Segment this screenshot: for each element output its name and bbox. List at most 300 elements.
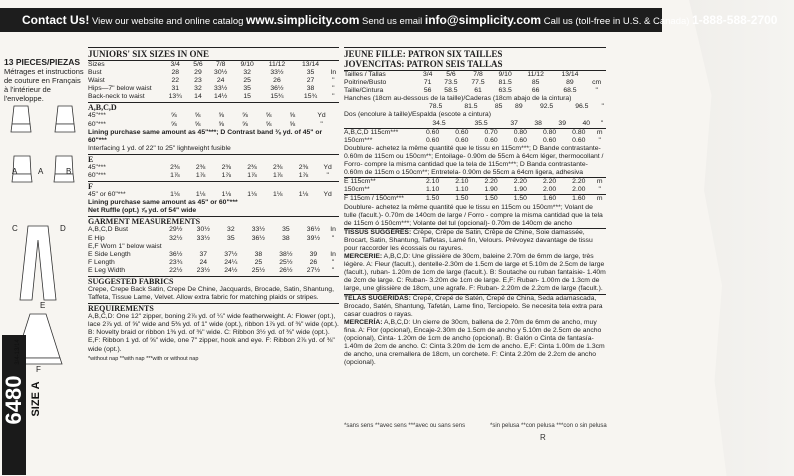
net-ruffle-note: Net Ruffle (opt.) ⅞ yd. of 54" wide (88, 207, 197, 215)
table-cell: 35.5 (474, 119, 488, 127)
table-cell: 14 (194, 93, 202, 101)
table-cell: 45" or 60"*** (88, 191, 126, 199)
table-row (344, 137, 606, 145)
table-cell: " (598, 136, 601, 144)
table-cell: 2.10 (426, 178, 440, 186)
table-cell: E Leg Width (88, 266, 126, 274)
table-cell: 1⅞ (273, 172, 283, 180)
table-cell: 26 (273, 77, 281, 85)
pattern-number: 6480 (1, 375, 26, 425)
garment-heading: GARMENT MEASUREMENTS (88, 216, 339, 226)
table-cell: 89 (515, 103, 523, 111)
table-row (344, 71, 606, 79)
table-cell: 38 (534, 119, 542, 127)
table-cell: 36½ (251, 234, 265, 242)
f-yardage (88, 191, 339, 199)
table-cell (217, 243, 245, 251)
table-row (88, 267, 339, 275)
website-link[interactable]: www.simplicity.com (246, 13, 360, 27)
table-cell: 5/6 (193, 61, 203, 68)
table-cell: 9/10 (498, 71, 512, 78)
table-cell: 61 (474, 87, 482, 95)
table-cell: In (330, 250, 336, 258)
mercerie-heading: MERCERIE: (344, 253, 383, 261)
table-cell: 14½ (214, 93, 228, 101)
table-cell: 1⅛ (247, 191, 257, 199)
french-title-text: JEUNE FILLE: PATRON SIX TAILLES (344, 49, 503, 59)
table-cell: " (601, 103, 604, 111)
table-cell: 1⅛ (221, 191, 232, 199)
table-row (344, 178, 606, 187)
table-cell: 27½ (306, 266, 321, 274)
table-cell: 78.5 (429, 103, 443, 111)
figure-a-front (11, 106, 31, 132)
spanish-footnote: *sin pelusa **con pelusa ***con o sin pelusa (490, 423, 607, 429)
table-cell: 2⅜ (195, 163, 206, 171)
table-row (344, 128, 606, 137)
doublure-note-2: Doublure- achetez la même quantité que le tissu en 115cm ou 150cm***; Volant de tulle (facult.)- 0.70m de 140cm de large / Forro - compre la misma cantidad que la tela de 115cm ó 150cm***; Volante del tul (opcional)- 0.70m de 140cm de ancho (344, 203, 603, 227)
label-d: D (60, 224, 66, 233)
table-cell: 7/8 (473, 71, 483, 78)
label-f: F (36, 365, 41, 374)
table-cell: 30½ (196, 226, 210, 234)
table-cell: 35 (306, 69, 315, 77)
table-cell: 0.60 (572, 136, 586, 144)
table-cell: 1⅞ (221, 172, 232, 180)
table-cell: 24 (199, 258, 208, 266)
table-cell: 2⅜ (247, 163, 257, 171)
table-cell: 1.60 (542, 195, 557, 203)
pieces-note: Métrages et instructions de couture en Français à l'intérieur de l'enveloppe. (4, 67, 84, 103)
table-cell: 81.5 (464, 103, 478, 111)
juniors-title: JUNIORS' SIX SIZES IN ONE (88, 47, 339, 61)
table-cell: 81.5 (498, 79, 512, 87)
table-cell: Poitrine/Busto (344, 79, 387, 87)
french-title (344, 47, 606, 70)
table-cell: 73.5 (444, 79, 458, 87)
table-cell: 11/12 (527, 71, 544, 78)
table-cell: 0.60 (542, 136, 557, 144)
table-row (344, 103, 606, 111)
table-cell: 39 (558, 119, 566, 127)
table-row (88, 172, 339, 180)
table-cell: Hips—7" below waist (88, 85, 152, 93)
table-cell: 26½ (279, 266, 293, 274)
pieces-info (4, 58, 86, 103)
e-yardage (88, 164, 339, 180)
table-cell: 37 (510, 119, 518, 127)
table-row (88, 164, 339, 172)
table-cell: 38½ (279, 250, 293, 258)
abcd-yardage (88, 112, 339, 128)
size-block (15, 335, 42, 475)
table-cell: 33½ (270, 69, 284, 77)
table-row (344, 120, 606, 128)
table-cell (587, 71, 606, 79)
torn-edge (644, 0, 794, 476)
table-cell: E Hip (88, 234, 105, 242)
table-cell: 22½ (169, 266, 183, 274)
table-cell (344, 120, 418, 128)
figure-e-pants (20, 226, 56, 300)
table-cell: 33½ (251, 226, 265, 234)
table-cell: ⅝ (265, 120, 272, 128)
table-cell: " (331, 234, 335, 242)
table-cell: 2⅜ (298, 163, 309, 171)
table-cell: 23 (194, 77, 202, 85)
table-cell: Taille/Cintura (344, 87, 384, 95)
table-cell: 71 (423, 79, 432, 87)
table-cell: 39½ (306, 234, 321, 242)
table-cell (300, 243, 328, 251)
abcd-heading: A,B,C,D (88, 102, 339, 112)
table-cell: 27 (306, 77, 315, 85)
table-cell: 37 (199, 250, 208, 258)
table-cell: m (596, 178, 603, 186)
table-cell: 26 (309, 258, 318, 266)
table-cell: 1.90 (513, 186, 527, 194)
table-cell: 1⅞ (247, 172, 257, 180)
table-cell: 32 (243, 69, 251, 77)
table-cell: ⅝ (171, 112, 177, 120)
table-cell: ⅝ (218, 112, 225, 120)
table-cell: " (331, 266, 335, 274)
metric-e (344, 177, 606, 194)
table-row (88, 235, 339, 243)
mercerie-text: A,B,C,D: Une glissière de 30cm, baleine 2.70m de 6mm de large, très légère. A: Fleur (facult.), dentelle-2.30m de 1.5cm de large et 5.10m de 2.5cm de large (facult.), ruban- 1.20m de 1cm de large (facult.). B: Soutache ou ruban fantaisie- 1.40m de 2cm de large. C: Ruban- 3.20m de 1cm de large. E,F: Ruban- 1.00m de 1.3cm de large, une glissière de 18cm, une agrafe. F: Ruban- 2.20m de 2.2cm de large (facult.). (344, 253, 606, 293)
table-cell: 1.50 (455, 195, 469, 203)
table-cell: 45"*** (88, 112, 106, 120)
table-cell: 92.5 (539, 103, 554, 111)
table-cell: 40 (582, 119, 591, 127)
table-cell: 36½ (306, 226, 321, 234)
table-cell: 1.90 (484, 186, 498, 194)
table-cell: 60"*** (88, 172, 106, 180)
telas-heading: TELAS SUGERIDAS: (344, 294, 411, 302)
table-cell: E,F Worn 1" below waist (88, 242, 162, 250)
table-cell: 0.80 (513, 128, 527, 136)
table-cell: 60"*** (88, 120, 106, 128)
contact-text-3: Call us (toll-free in U.S. & Canada) (543, 16, 693, 27)
table-cell: 28 (171, 69, 180, 77)
table-cell: 150cm*** (344, 136, 373, 144)
hanches-row (344, 103, 606, 111)
table-cell: Bust (88, 69, 102, 77)
sizes-table (88, 61, 339, 101)
label-a2: A (38, 167, 44, 176)
table-cell: 25½ (279, 258, 293, 266)
table-cell (162, 243, 190, 251)
table-cell: ⅝ (265, 112, 272, 120)
table-cell: " (331, 258, 335, 266)
table-cell: 85 (531, 79, 540, 87)
table-cell: 1.50 (484, 195, 498, 203)
table-cell: ⅝ (242, 120, 248, 128)
table-cell: 2.00 (572, 186, 586, 194)
table-cell: A,B,C,D Bust (88, 226, 129, 234)
table-cell: 85 (494, 103, 503, 111)
r-mark: R (540, 433, 546, 442)
label-c: C (12, 224, 18, 233)
table-cell: 29 (194, 69, 202, 77)
table-cell (328, 61, 339, 69)
table-cell: 15¾ (270, 93, 284, 101)
table-cell: 2.20 (484, 178, 498, 186)
table-cell: " (600, 119, 604, 127)
table-cell: 150cm** (344, 186, 370, 194)
french-spanish-column (344, 46, 606, 367)
table-cell: 2.20 (542, 178, 557, 186)
table-cell: 38 (254, 250, 263, 258)
table-cell: Yd (323, 191, 332, 199)
table-cell: 36½ (169, 250, 183, 258)
metric-f (344, 194, 606, 203)
table-cell: 24 (216, 77, 225, 85)
table-cell: 1⅛ (170, 191, 180, 199)
table-cell: 1⅛ (273, 191, 283, 199)
table-row (344, 186, 606, 194)
table-cell: E 115cm** (344, 178, 376, 186)
table-cell: 9/10 (240, 61, 254, 68)
table-cell: 66 (531, 87, 540, 95)
requirements-text: A,B,C,D: One 12" zipper, boning 2⅞ yd. of ¼" wide featherweight. A: Flower (opt.), lace 2⅞ yd. of ⅝" wide and 5⅜ yd. of 1" wide (opt.), ribbon 1⅞ yd. of ⅜" wide (opt.). B: Novelty braid or ribbon 1⅜ yd. of ⅜" wide. C: Ribbon 3½ yd. of ⅜" wide (opt.). E,F: Ribbon 1 yd. of ⅝" wide, one 7" zipper, hook and eye. F: Ribbon 2⅞ yd. of ⅜" wide (opt.). (88, 313, 339, 353)
table-cell: 38 (306, 85, 315, 93)
table-cell: Waist (88, 77, 105, 85)
metric-abcd (344, 128, 606, 145)
lining-note: Lining purchase same amount as 45"***; D Contrast band ⅜ yd. of 45" or 60"*** (88, 128, 323, 144)
table-cell: 15 (243, 93, 251, 101)
table-cell (344, 103, 418, 111)
label-b: B (66, 167, 72, 176)
tissus-heading: TISSUS SUGGÉRÉS: (344, 228, 412, 236)
table-cell: 1.10 (455, 186, 469, 194)
merceria-heading: MERCERÍA: (344, 318, 383, 326)
fabrics-heading: SUGGESTED FABRICS (88, 276, 339, 286)
garment-table (88, 226, 339, 275)
table-cell: 3/4 (422, 71, 433, 78)
table-cell: " (332, 77, 335, 85)
table-cell: 11/12 (268, 61, 286, 68)
table-cell: 7/8 (215, 61, 226, 68)
phone-number: 1-888-588-2700 (692, 13, 778, 27)
label-a: A (12, 167, 18, 176)
table-cell: 2.20 (513, 178, 527, 186)
requirements-heading: REQUIREMENTS (88, 303, 339, 313)
table-cell: 1⅞ (298, 172, 309, 180)
table-cell: 0.60 (513, 136, 527, 144)
table-cell: 37½ (224, 250, 238, 258)
table-cell (327, 243, 339, 251)
table-cell: 35 (282, 226, 290, 234)
table-cell: 1.50 (513, 195, 527, 203)
fabrics-text: Crepe, Crepe Back Satin, Crepe De Chine, Jacquards, Brocade, Satin, Shantung, Taffeta, Tissue Lame, Velvet. Allow extra fabric for matching plaids or stripes. (88, 285, 334, 302)
table-cell: F Length (88, 258, 115, 266)
table-cell: 23½ (196, 266, 210, 274)
table-cell: ⅝ (171, 120, 177, 128)
f-heading: F (88, 181, 339, 191)
table-cell: 36½ (270, 85, 284, 93)
table-cell: 13¾ (168, 93, 182, 101)
table-cell: Yd (317, 112, 326, 120)
table-cell: 0.60 (455, 136, 469, 144)
table-cell: 22 (171, 77, 180, 85)
table-row (88, 61, 339, 69)
hanches-label: Hanches (18cm au-dessous de la taille)/Caderas (18cm abajo de la cintura) (344, 95, 572, 103)
table-row (88, 259, 339, 267)
table-row (88, 191, 339, 199)
table-cell: 0.70 (484, 128, 498, 136)
table-cell: 35 (227, 234, 235, 242)
table-cell: ⅝ (242, 112, 248, 120)
table-cell: E Side Length (88, 250, 131, 258)
table-cell: " (598, 186, 601, 194)
table-cell: 77.5 (471, 79, 485, 87)
table-row (88, 93, 339, 101)
table-cell: 63.5 (498, 87, 512, 95)
dos-label: Dos (encolure à taille)/Espalda (escote a cintura) (344, 111, 491, 119)
table-cell: 68.5 (563, 87, 577, 95)
table-cell: 33½ (214, 85, 228, 93)
table-row (88, 251, 339, 259)
table-cell: 5/6 (446, 71, 456, 78)
email-link[interactable]: info@simplicity.com (424, 13, 542, 27)
table-cell: m (596, 195, 603, 203)
table-cell: " (595, 87, 598, 95)
size-label: SIZE A (30, 381, 42, 417)
figure-b-back (55, 106, 75, 132)
table-cell: 56 (423, 87, 432, 95)
table-row (344, 87, 606, 95)
table-cell: 1⅛ (195, 191, 206, 199)
contact-text-1: View our website and online catalog (91, 16, 247, 27)
contact-bar (0, 8, 778, 32)
french-footnote: *sans sens **avec sens ***avec ou sans sens (344, 423, 466, 429)
table-cell: 32½ (169, 234, 183, 242)
table-cell: 25½ (251, 266, 265, 274)
table-cell: 29½ (169, 226, 183, 234)
table-cell: 1.60 (572, 195, 586, 203)
english-column (88, 46, 339, 363)
table-cell: 2.10 (455, 178, 469, 186)
table-cell: 0.80 (542, 128, 557, 136)
size-range: 3/4-13/14 (15, 339, 21, 365)
table-cell: ⅝ (194, 120, 201, 128)
table-cell: 2.20 (572, 178, 586, 186)
contact-title: Contact Us! (22, 13, 90, 27)
table-cell: ⅝ (289, 112, 296, 120)
table-cell: 35 (243, 85, 251, 93)
table-cell: " (332, 93, 335, 101)
table-cell: " (332, 85, 335, 93)
table-cell: 0.60 (455, 128, 469, 136)
contact-text-2: Send us email (362, 16, 425, 27)
table-cell: 2⅜ (170, 163, 180, 171)
table-row (88, 112, 339, 120)
table-row (344, 79, 606, 87)
spanish-title-text: JOVENCITAS: PATRON SEIS TALLAS (344, 59, 503, 69)
table-cell: 30½ (214, 69, 228, 77)
table-cell: ⅝ (289, 120, 296, 128)
table-cell: 32 (194, 85, 202, 93)
table-cell: 89 (566, 79, 574, 87)
table-cell: cm (592, 79, 602, 87)
table-cell: 33½ (196, 234, 210, 242)
table-cell: 34.5 (432, 119, 446, 127)
table-cell: 25 (254, 258, 263, 266)
telas-text: Crepé, Crepé de Satén, Crepé de China, Seda adamascada, Brocado, Satén, Shantung, Tafetán, Lame fino, Terciopelo. Se necesita tela extra para casar cuadros o rayas. (344, 294, 603, 318)
table-cell: 1⅞ (170, 172, 180, 180)
table-row (88, 69, 339, 77)
table-cell: F 115cm / 150cm*** (344, 195, 404, 203)
tissus-text: Crêpe, Crêpe de Satin, Crêpe de Chine, Soie damassée, Brocart, Satin, Shantung, Taffetas, Lamé fin, Velours. Prévoyez davantage de tissu pour raccorder les écossais ou rayures. (344, 228, 593, 252)
table-cell: ⅝ (194, 112, 201, 120)
table-cell: 32 (227, 226, 235, 234)
pattern-number-block (2, 335, 26, 475)
table-cell: A,B,C,D 115cm*** (344, 128, 399, 136)
table-cell: 1⅞ (195, 172, 206, 180)
metric-sizes-table (344, 71, 606, 95)
table-cell: " (326, 172, 329, 180)
nap-footnote: *without nap **with nap ***with or without nap (88, 355, 199, 362)
table-cell: " (320, 120, 323, 128)
table-cell: Tailles / Tallas (344, 71, 386, 78)
merceria-text: A,B,C,D: Un cierre de 30cm, ballena de 2.70m de 6mm de ancho, muy fina. A: Flor (opcional), Encaje-2.30m de 1.5cm de ancho y 5.10m de 2.5cm de ancho (opcional), Cinta- 1.20m de 1cm de ancho (opcional). B: Galón o Cinta de fantasía- 1.40m de 2cm de ancho. C: Cinta 3.20m de 1cm de ancho. E,F: Cinta 1.00m de 1.3cm de ancho, una cremallera de 18cm, un corchete. F: Cinta 2.20m de 2.2cm de ancho (opcional). (344, 318, 605, 367)
table-cell: 2⅜ (221, 163, 232, 171)
table-cell: 39 (309, 250, 318, 258)
table-cell: 3/4 (170, 61, 180, 68)
table-row (344, 195, 606, 204)
table-cell: 1.50 (426, 195, 440, 203)
e-heading: E (88, 154, 339, 164)
table-cell (272, 243, 300, 251)
table-cell (190, 243, 218, 251)
dos-row (344, 120, 606, 128)
doublure-note-1: Doublure- achetez la même quantité que le tissu en 115cm***; D Bande contrastante- 0.60m de 115cm ou 150cm**; Entoilage- 0.90m de 55cm à 64cm léger, thermocollant / Forro- compre la misma cantidad que la tela de 115cm***; D Banda contrastante- 0.60m de 115cm o 150cm**; Entretela- 0.90m de 55cm a 64cm ligera, adhesiva (344, 144, 604, 177)
table-cell: 24½ (224, 266, 238, 274)
lining-note-2: Lining purchase same amount as 45" or 60"*** (88, 199, 238, 207)
table-cell: 1⅛ (298, 191, 309, 199)
table-cell: 24¼ (224, 258, 238, 266)
table-cell: 0.80 (572, 128, 586, 136)
table-row (88, 121, 339, 129)
table-cell: 58.5 (444, 87, 458, 95)
table-cell: 2.00 (542, 186, 557, 194)
table-cell: Sizes (88, 61, 105, 68)
table-cell: 25 (243, 77, 251, 85)
table-cell: 45"*** (88, 163, 106, 171)
table-row (88, 226, 339, 234)
table-cell: 15¾ (303, 93, 318, 101)
table-cell: Yd (323, 163, 332, 171)
table-cell: 0.60 (426, 136, 440, 144)
table-cell: 38 (282, 234, 290, 242)
table-cell: In (330, 226, 336, 234)
table-cell: In (330, 69, 337, 77)
table-cell: Back-neck to waist (88, 93, 145, 101)
table-cell: 1.10 (426, 186, 440, 194)
label-e: E (40, 301, 46, 310)
pieces-count: 13 PIECES/PIEZAS (4, 57, 81, 67)
table-cell: 96.5 (575, 103, 589, 111)
table-cell: 2⅜ (273, 163, 283, 171)
table-row (88, 243, 339, 251)
table-cell: 0.60 (426, 128, 440, 136)
table-cell: 13/14 (561, 71, 579, 78)
table-cell: 0.60 (484, 136, 498, 144)
table-cell (245, 243, 273, 251)
interfacing-note: Interfacing 1 yd. of 22" to 25" lightweight fusible (88, 144, 231, 152)
table-cell: 31 (171, 85, 180, 93)
